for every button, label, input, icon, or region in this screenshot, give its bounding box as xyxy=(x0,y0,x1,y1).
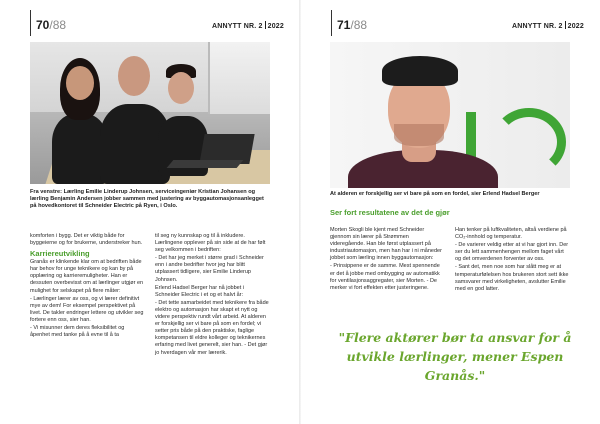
issue-name: ANNYTT NR. 2 xyxy=(212,23,263,30)
photo-team-at-laptop xyxy=(30,42,270,184)
paragraph: Granås er klinkende klar om at bedriften både har behov for unge teknikere og kan by på opplæring og karrieremuligheter. Han er dessuten overbevisst om at lærlinger utgjør en mulighet for selskapet på flere måter: xyxy=(30,259,144,294)
issue-divider xyxy=(565,21,566,29)
paragraph: - Prinsippene er de samme. Mest spennende er det å jobbe med ombygging av automatikk for ventilasjonsaggregater, sier Morten. - De merker vi fort effekten etter justeringene. xyxy=(330,263,440,291)
paragraph: Morten Skogli ble kjent med Schneider gjennom sin lærer på Strømmen videregående. Han ble først utplassert på industriautomasjon, men han har i ni måneder jobbet som lærling innen byggautomasjon: xyxy=(330,227,442,262)
issue-label-right xyxy=(512,21,584,30)
photo-laptop-base xyxy=(167,160,244,168)
paragraph: - Lærlinger lærer av oss, og vi lærer definitivt mye av dem! For eksempel perspektivet på livet. De takler endringer lettere og utvikler seg fortere enn oss, sier han. xyxy=(30,295,144,323)
paragraph: til seg ny kunnskap og til å inkludere. Lærlingene opplever på sin side at de har følt seg velkommen i bedriften: xyxy=(155,233,266,254)
paragraph: - De varierer veldig etter at vi har gjort inn. Der ser du lett sammenhengen mellom faget vårt og det omverdenen forventer av oss. xyxy=(455,242,569,263)
paragraph: - Sant det, men noe som har slått meg er at temperaturfølelsen hos brukeren stort sett ikke samsvarer med virkeligheten, avslutter Emilie med en god latter. xyxy=(455,264,569,292)
issue-year: 2022 xyxy=(567,23,584,30)
folio-divider xyxy=(30,10,31,36)
left-column-1 xyxy=(30,233,145,340)
paragraph: Erlend Hadsel Berger har nå jobbet i Schneider Electric i et og et halvt år: xyxy=(155,284,244,298)
page-number-total: 88 xyxy=(52,18,67,32)
left-column-2 xyxy=(155,233,270,358)
photo-caption-left: Fra venstre: Lærling Emilie Linderup Johnsen, serviceingeniør Kristian Johansen og lærling Benjamin Andersen jobber sammen med justering av byggautomasjonsanlegget på hovedkontoret til Schneider Electric på Ryen, i Oslo. xyxy=(30,189,264,209)
issue-name: ANNYTT NR. 2 xyxy=(512,23,563,30)
paragraph: - Det tette samarbeidet med teknikere fra både elektro og automasjon har skapt et nytt og videre perspektiv rundt vårt arbeid. At alderen er forskjellig ser vi bare på som en fordel; vi setter pris både på den praktiske, faglige kompetansen til eldre kolleger og teknikernes erfaring med livet generelt, sier han. - Det gjør jo hverdagen vår mer lærerik. xyxy=(155,299,269,356)
paragraph: Han tenker på luftkvaliteten, altså verdiene på CO₂-innhold og temperatur. xyxy=(455,227,567,241)
page-number-current: 71 xyxy=(337,18,351,32)
subhead-karriereutvikling: Karriereutvikling xyxy=(30,249,90,259)
photo-caption-right: At alderen er forskjellig ser vi bare på som en fordel, sier Erlend Hadsel Berger xyxy=(330,191,540,197)
paragraph: komforten i bygg. Det er viktig både for byggeierne og for brukerne, understreker hun. xyxy=(30,233,143,247)
issue-label-left xyxy=(212,21,284,30)
right-column-2 xyxy=(455,227,570,294)
paragraph: - Det har jeg merket i større grad i Schneider enn i andre bedrifter hvor jeg har blitt utplassert tidligere, sier Emilie Linderup Johnsen. xyxy=(155,255,264,283)
subhead-ser-fort: Ser fort resultatene av det de gjør xyxy=(330,208,450,217)
photo-portrait-erlend xyxy=(330,42,570,188)
photo-head-middle xyxy=(118,56,150,96)
photo-cap xyxy=(382,56,458,86)
right-column-1 xyxy=(330,227,445,293)
photo-beard xyxy=(394,124,444,146)
folio-divider xyxy=(331,10,332,36)
page-number-current: 70 xyxy=(36,18,50,32)
issue-year: 2022 xyxy=(267,23,284,30)
photo-green-logo-arc xyxy=(492,108,566,176)
photo-head-right xyxy=(168,72,194,104)
page-number-left xyxy=(36,18,66,32)
page-number-total: 88 xyxy=(353,18,368,32)
issue-divider xyxy=(265,21,266,29)
page-number-separator: / xyxy=(350,18,354,32)
paragraph: - Vi misunner dem deres fleksibilitet og åpenhet med tanke på å evne til å ta xyxy=(30,325,125,339)
pull-quote: "Flere aktører bør ta ansvar for å utvikle lærlinger, mener Espen Granås." xyxy=(338,330,572,383)
photo-window xyxy=(208,42,270,114)
right-page xyxy=(300,0,600,424)
photo-head-left xyxy=(66,66,94,100)
page-number-separator: / xyxy=(49,18,53,32)
page-number-right xyxy=(337,18,367,32)
